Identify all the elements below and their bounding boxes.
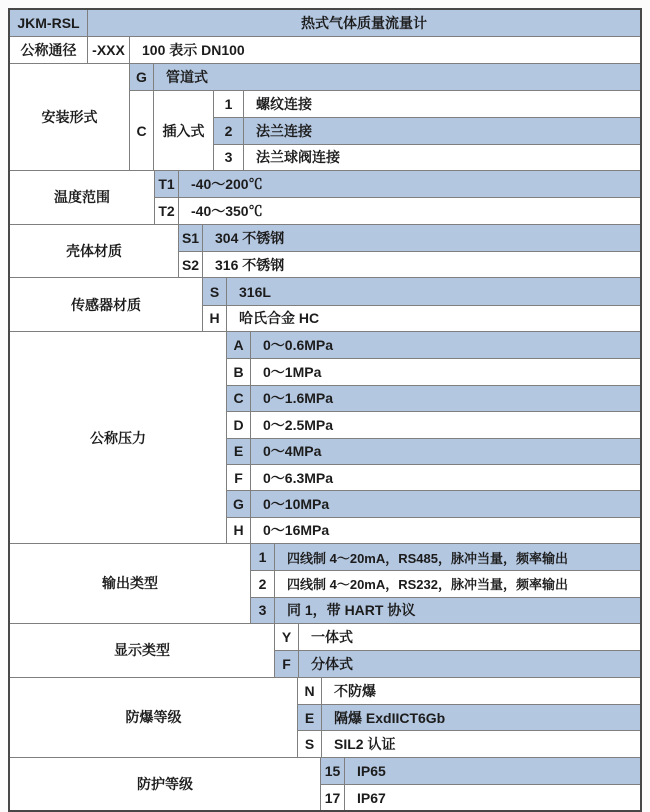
option-code: T1 [155,171,179,197]
sensor-section [10,277,640,331]
option-desc: 哈氏合金 HC [239,310,320,327]
protection-option-row [321,758,640,784]
option-desc: 0～16MPa [263,522,330,539]
output-option-row [251,597,640,623]
install-option-row [214,117,640,143]
sensor-label: 传感器材质 [10,278,203,331]
output-option-row [251,544,640,570]
protection-option-row [321,784,640,810]
temp-section [10,170,640,224]
option-code: C [130,91,154,170]
output-label: 输出类型 [10,544,251,623]
option-code: 1 [214,91,244,117]
dn-desc: 100 表示 DN100 [142,42,245,59]
option-code: S [203,278,227,304]
dn-label: 公称通径 [10,37,88,62]
option-desc: 法兰球阀连接 [256,149,340,166]
install-label: 安装形式 [10,64,130,170]
housing-option-row [179,251,640,277]
option-desc: 分体式 [299,651,640,676]
option-desc: 304 不锈钢 [203,225,640,251]
option-desc: 四线制 4～20mA，RS485，脉冲当量，频率输出 [275,544,640,570]
option-desc: IP65 [345,758,640,784]
option-code: A [227,332,251,358]
option-code: N [298,678,322,704]
option-desc: 螺纹连接 [256,96,312,113]
option-code: E [298,705,322,730]
option-desc: 0～0.6MPa [251,332,640,358]
temp-option-row [155,171,640,197]
option-desc: -40～350℃ [191,203,263,220]
display-section [10,623,640,677]
option-desc: 0～4MPa [251,439,640,464]
output-option-row [251,570,640,596]
option-desc: 0～1MPa [263,364,322,381]
option-code: 2 [251,571,275,596]
option-code: E [227,439,251,464]
option-code: 3 [214,145,244,170]
option-code: D [227,412,251,437]
explosion-option-row [298,678,640,704]
protection-section [10,757,640,811]
option-code: S2 [179,252,203,277]
pressure-option-row [227,438,640,464]
option-desc: 管道式 [154,64,640,90]
option-desc: 不防爆 [334,682,376,699]
protection-label: 防护等级 [10,758,321,811]
install-pipe-row [130,64,640,90]
option-code: 3 [251,598,275,623]
option-code: C [227,386,251,411]
explosion-section [10,677,640,757]
option-code: F [227,465,251,490]
option-desc: 316 不锈钢 [215,256,285,273]
output-section [10,543,640,623]
install-option-row [214,91,640,117]
display-label: 显示类型 [10,624,275,677]
spec-table [8,8,642,812]
option-desc: 316L [227,278,640,304]
pressure-option-row [227,411,640,437]
option-desc: SIL2 认证 [334,735,396,752]
option-code: 2 [214,118,244,143]
housing-section [10,224,640,278]
header-row [10,10,640,36]
option-code: S1 [179,225,203,251]
option-desc: 法兰连接 [244,118,640,143]
insert-type-cell: 插入式 [154,91,214,170]
sensor-option-row [203,278,640,304]
sensor-option-row [203,305,640,331]
option-desc: -40～200℃ [179,171,640,197]
option-code: 1 [251,544,275,570]
option-desc: 四线制 4～20mA，RS232，脉冲当量，频率输出 [287,577,568,593]
option-code: G [130,64,154,90]
temp-option-row [155,197,640,223]
option-code: F [275,651,299,676]
dn-row [10,36,640,62]
table-title: 热式气体质量流量计 [88,10,640,36]
temp-label: 温度范围 [10,171,155,224]
option-code: B [227,359,251,384]
housing-label: 壳体材质 [10,225,179,278]
option-desc: 同 1，带 HART 协议 [275,598,640,623]
option-desc: 0～6.3MPa [263,469,334,486]
option-code: H [227,518,251,543]
option-code: 15 [321,758,345,784]
option-desc: 0～1.6MPa [251,386,640,411]
pressure-label: 公称压力 [10,332,227,543]
pressure-option-row [227,464,640,490]
option-code: T2 [155,198,179,223]
explosion-option-row [298,704,640,730]
housing-option-row [179,225,640,251]
install-option-row [214,144,640,170]
pressure-option-row [227,385,640,411]
option-desc: 0～2.5MPa [263,416,334,433]
option-desc: IP67 [357,789,386,806]
option-desc: 0～10MPa [251,491,640,516]
install-section [10,63,640,170]
option-code: S [298,731,322,756]
option-code: Y [275,624,299,650]
display-option-row [275,624,640,650]
explosion-label: 防爆等级 [10,678,298,757]
pressure-option-row [227,517,640,543]
pressure-option-row [227,490,640,516]
model-cell: JKM-RSL [10,10,88,36]
option-code: H [203,306,227,331]
option-desc: 一体式 [311,629,353,646]
pressure-section [10,331,640,543]
display-option-row [275,650,640,676]
pressure-option-row [227,358,640,384]
pressure-option-row [227,332,640,358]
explosion-option-row [298,730,640,756]
install-insert-group [130,90,640,170]
option-desc: 隔爆 ExdIICT6Gb [322,705,640,730]
option-code: G [227,491,251,516]
option-code: 17 [321,785,345,810]
dn-code: -XXX [88,37,130,62]
